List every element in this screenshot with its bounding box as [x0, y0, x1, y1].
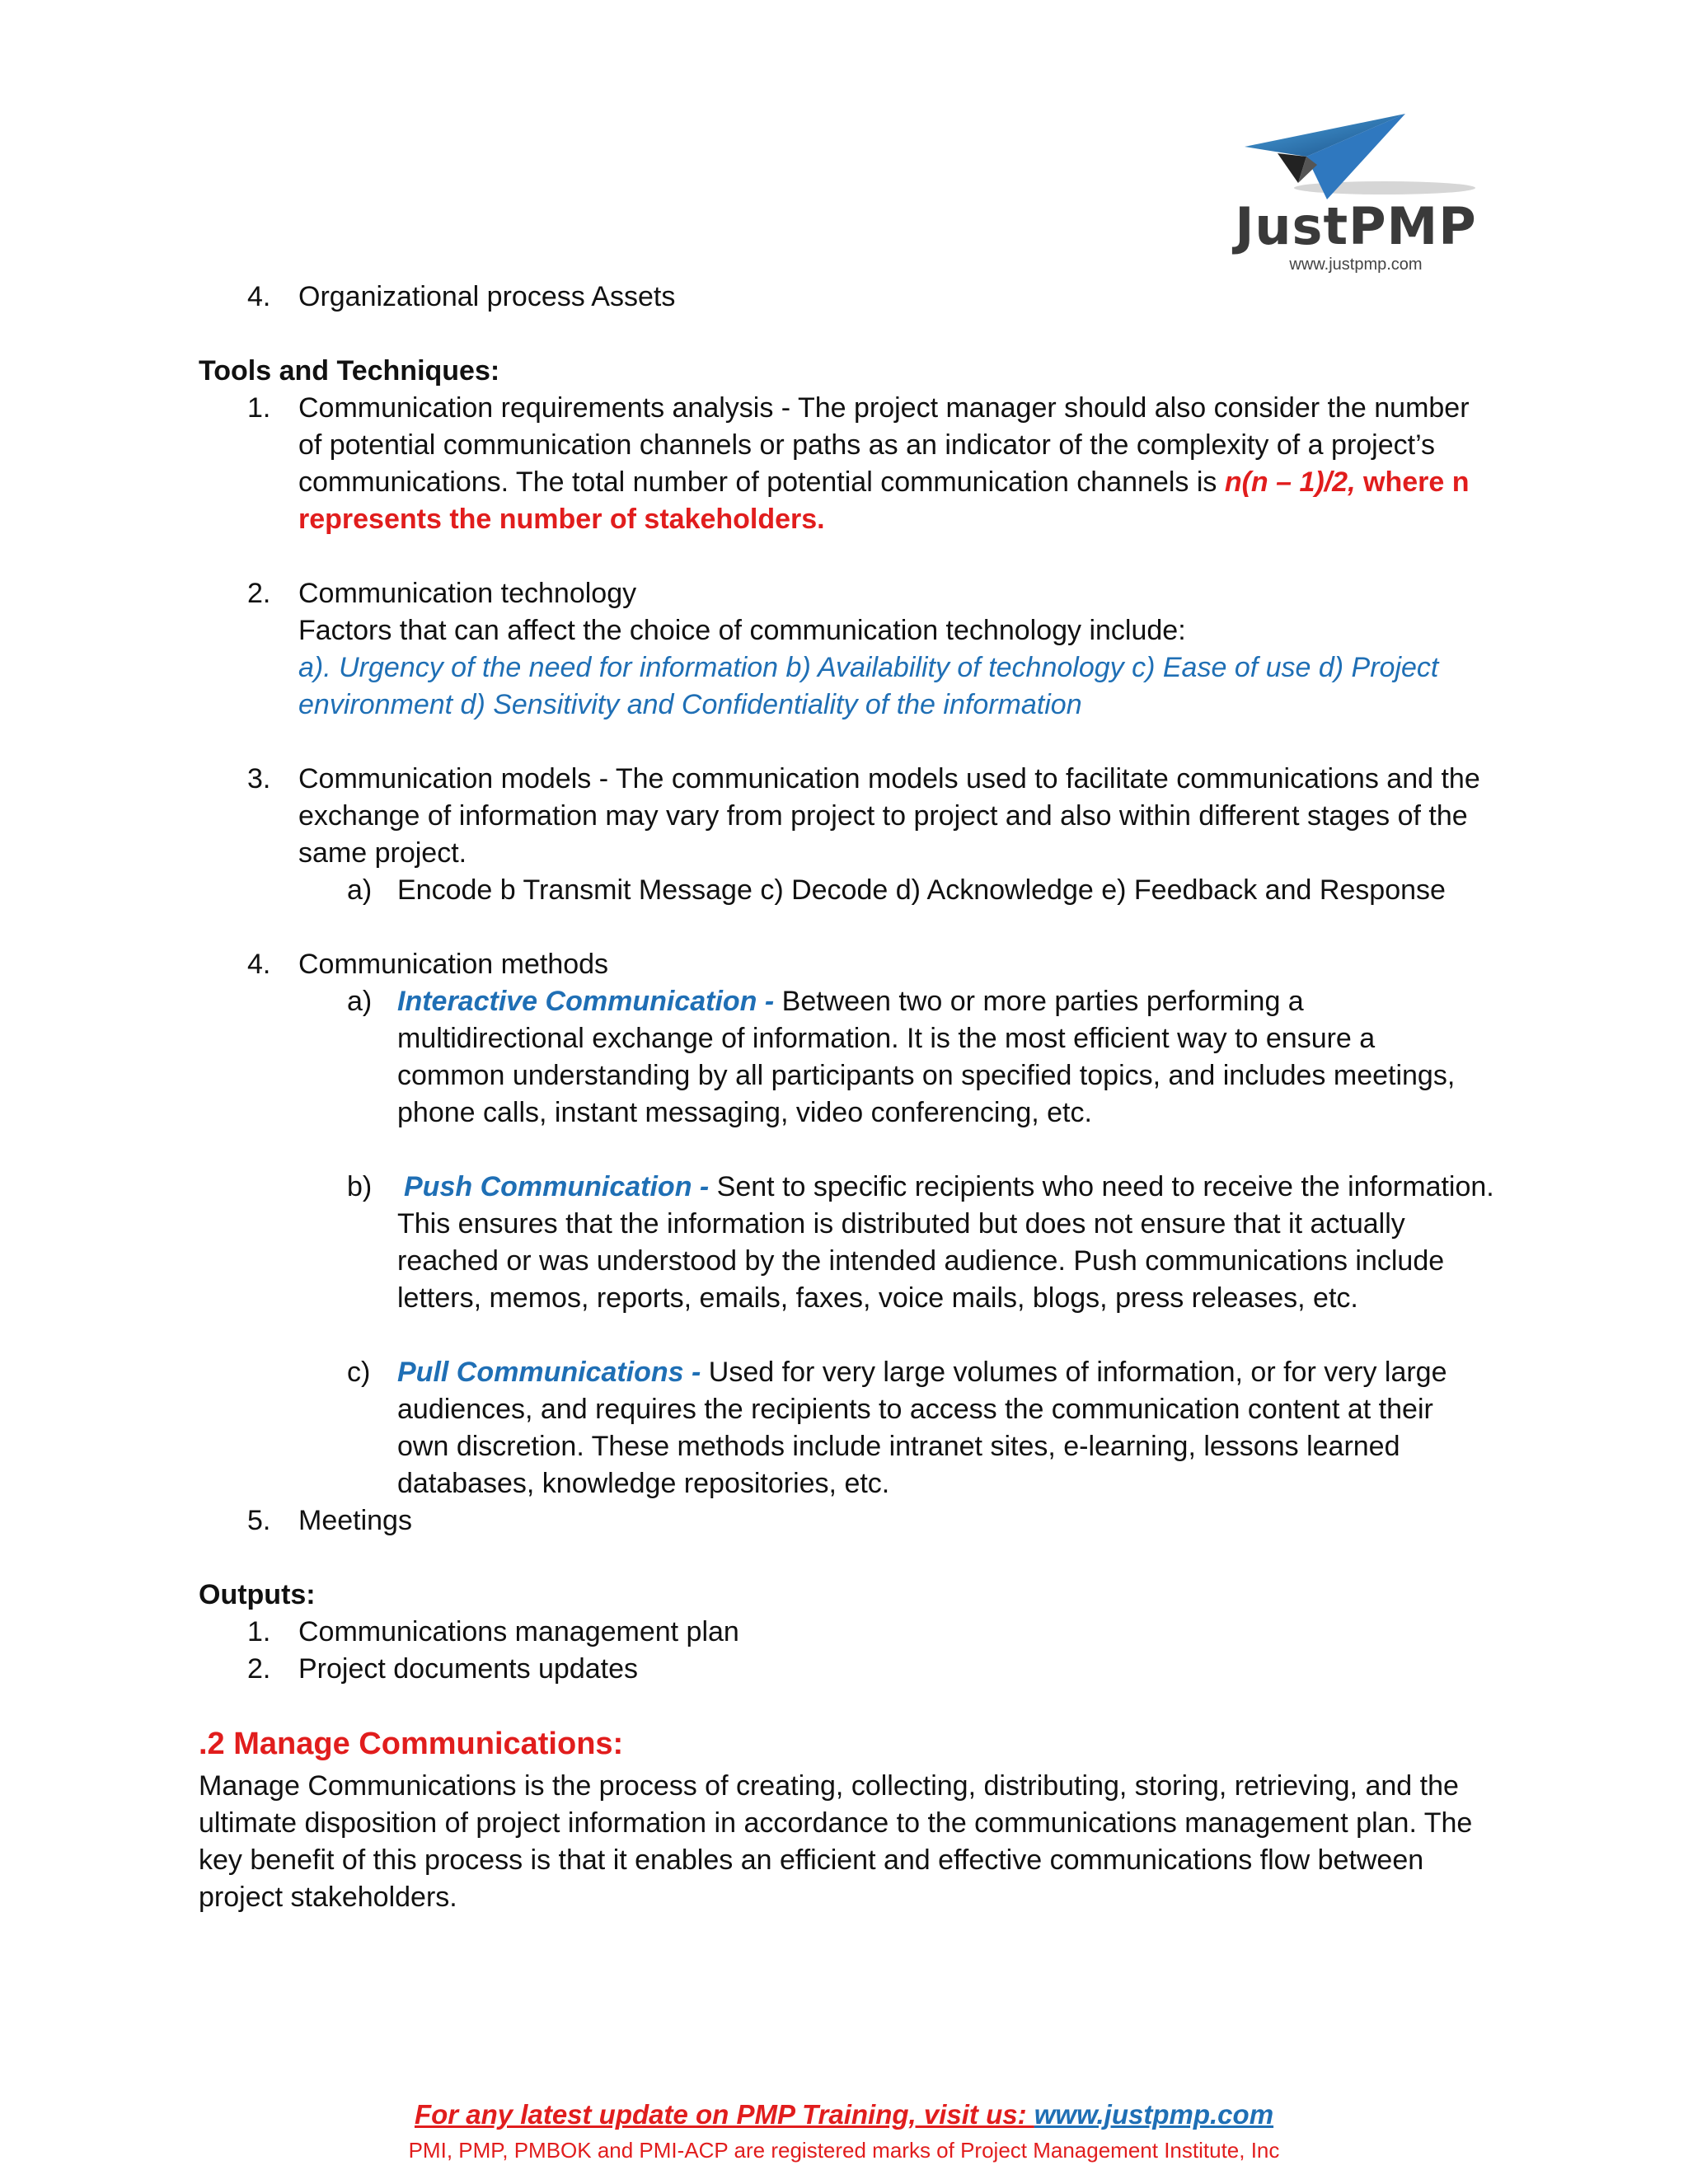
- paragraph-line: common understanding by all participants on specified topics, and includes meetings,: [397, 1060, 1456, 1091]
- paragraph-line: communications. The total number of potential communication channels is: [298, 466, 1225, 498]
- list-item-text: Communications management plan: [298, 1616, 739, 1647]
- formula-rest: where n: [1355, 466, 1470, 498]
- section-heading: .2 Manage Communications:: [199, 1727, 624, 1761]
- logo-url: www.justpmp.com: [1289, 255, 1423, 274]
- paragraph-line: This ensures that the information is distributed but does not ensure that it actually: [397, 1208, 1405, 1240]
- list-number: 4.: [247, 949, 271, 980]
- paragraph-line: letters, memos, reports, emails, faxes, voice mails, blogs, press releases, etc.: [397, 1282, 1358, 1314]
- channel-formula: n(n – 1)/2,: [1224, 466, 1356, 498]
- paragraph-line: phone calls, instant messaging, video conferencing, etc.: [397, 1097, 1092, 1128]
- method-first-line: [397, 1354, 1447, 1391]
- list-number: 1.: [247, 1616, 271, 1647]
- paper-plane-icon: [1228, 107, 1484, 202]
- factors-line: a). Urgency of the need for information b) Availability of technology c) Ease of use d) Project: [298, 652, 1439, 683]
- paragraph-line: databases, knowledge repositories, etc.: [397, 1468, 890, 1499]
- sub-item-text: Encode b Transmit Message c) Decode d) Acknowledge e) Feedback and Response: [397, 874, 1446, 906]
- method-name: Interactive Communication -: [397, 986, 775, 1017]
- paragraph-line: ultimate disposition of project information in accordance to the communications management plan. The: [199, 1807, 1473, 1839]
- justpmp-logo: [1228, 107, 1484, 280]
- paragraph-line: reached or was understood by the intended audience. Push communications include: [397, 1245, 1445, 1277]
- paragraph-line: own discretion. These methods include intranet sites, e-learning, lessons learned: [397, 1431, 1400, 1462]
- formula-explanation: represents the number of stakeholders.: [298, 504, 825, 535]
- list-item-text: Project documents updates: [298, 1653, 639, 1685]
- sub-letter: a): [347, 986, 373, 1017]
- method-text: Used for very large volumes of information, or for very large: [701, 1357, 1447, 1388]
- list-number: 1.: [247, 392, 271, 424]
- sub-letter: c): [347, 1357, 371, 1388]
- tools-heading: Tools and Techniques:: [199, 355, 500, 387]
- paragraph-line-with-formula: [298, 464, 1469, 501]
- footer-promo: [0, 2099, 1688, 2130]
- list-number: 5.: [247, 1505, 271, 1536]
- sub-letter: a): [347, 874, 373, 906]
- list-number: 2.: [247, 578, 271, 609]
- footer-link[interactable]: www.justpmp.com: [1034, 2099, 1274, 2130]
- item-title: Meetings: [298, 1505, 412, 1536]
- paragraph-line: exchange of information may vary from project to project and also within different stages of the: [298, 800, 1468, 832]
- footer-prefix: For any latest update on PMP Training, visit us:: [414, 2099, 1034, 2130]
- paragraph-line: same project.: [298, 837, 467, 869]
- item-title: Communication technology: [298, 578, 637, 609]
- logo-brand: JustPMP: [1235, 196, 1477, 256]
- paragraph-line: of potential communication channels or paths as an indicator of the complexity of a project’s: [298, 429, 1436, 461]
- list-number: 4.: [247, 281, 271, 312]
- item-title: Communication methods: [298, 949, 609, 980]
- method-text: Sent to specific recipients who need to receive the information.: [709, 1171, 1494, 1202]
- list-number: 3.: [247, 763, 271, 794]
- paragraph-line: project stakeholders.: [199, 1882, 457, 1913]
- paragraph-line: audiences, and requires the recipients to access the communication content at their: [397, 1394, 1433, 1425]
- footer-notice: PMI, PMP, PMBOK and PMI-ACP are registered marks of Project Management Institute, Inc: [408, 2138, 1280, 2163]
- paragraph-line: key benefit of this process is that it enables an efficient and effective communications flow between: [199, 1844, 1424, 1876]
- list-item-text: Organizational process Assets: [298, 281, 676, 312]
- method-first-line: [404, 1169, 1494, 1206]
- factors-line: environment d) Sensitivity and Confidentiality of the information: [298, 689, 1082, 720]
- method-name: Push Communication -: [404, 1171, 710, 1202]
- method-first-line: [397, 983, 1304, 1020]
- method-name: Pull Communications -: [397, 1357, 701, 1388]
- paragraph-line: Communication requirements analysis - The project manager should also consider the number: [298, 392, 1470, 424]
- paragraph-line: Factors that can affect the choice of communication technology include:: [298, 615, 1186, 646]
- paragraph-line: multidirectional exchange of information. It is the most efficient way to ensure a: [397, 1023, 1376, 1054]
- sub-letter: b): [347, 1171, 373, 1202]
- paragraph-line: Manage Communications is the process of creating, collecting, distributing, storing, retrieving, and the: [199, 1770, 1459, 1802]
- list-number: 2.: [247, 1653, 271, 1685]
- paragraph-line: Communication models - The communication models used to facilitate communications and the: [298, 763, 1480, 794]
- method-text: Between two or more parties performing a: [774, 986, 1304, 1017]
- outputs-heading: Outputs:: [199, 1579, 316, 1610]
